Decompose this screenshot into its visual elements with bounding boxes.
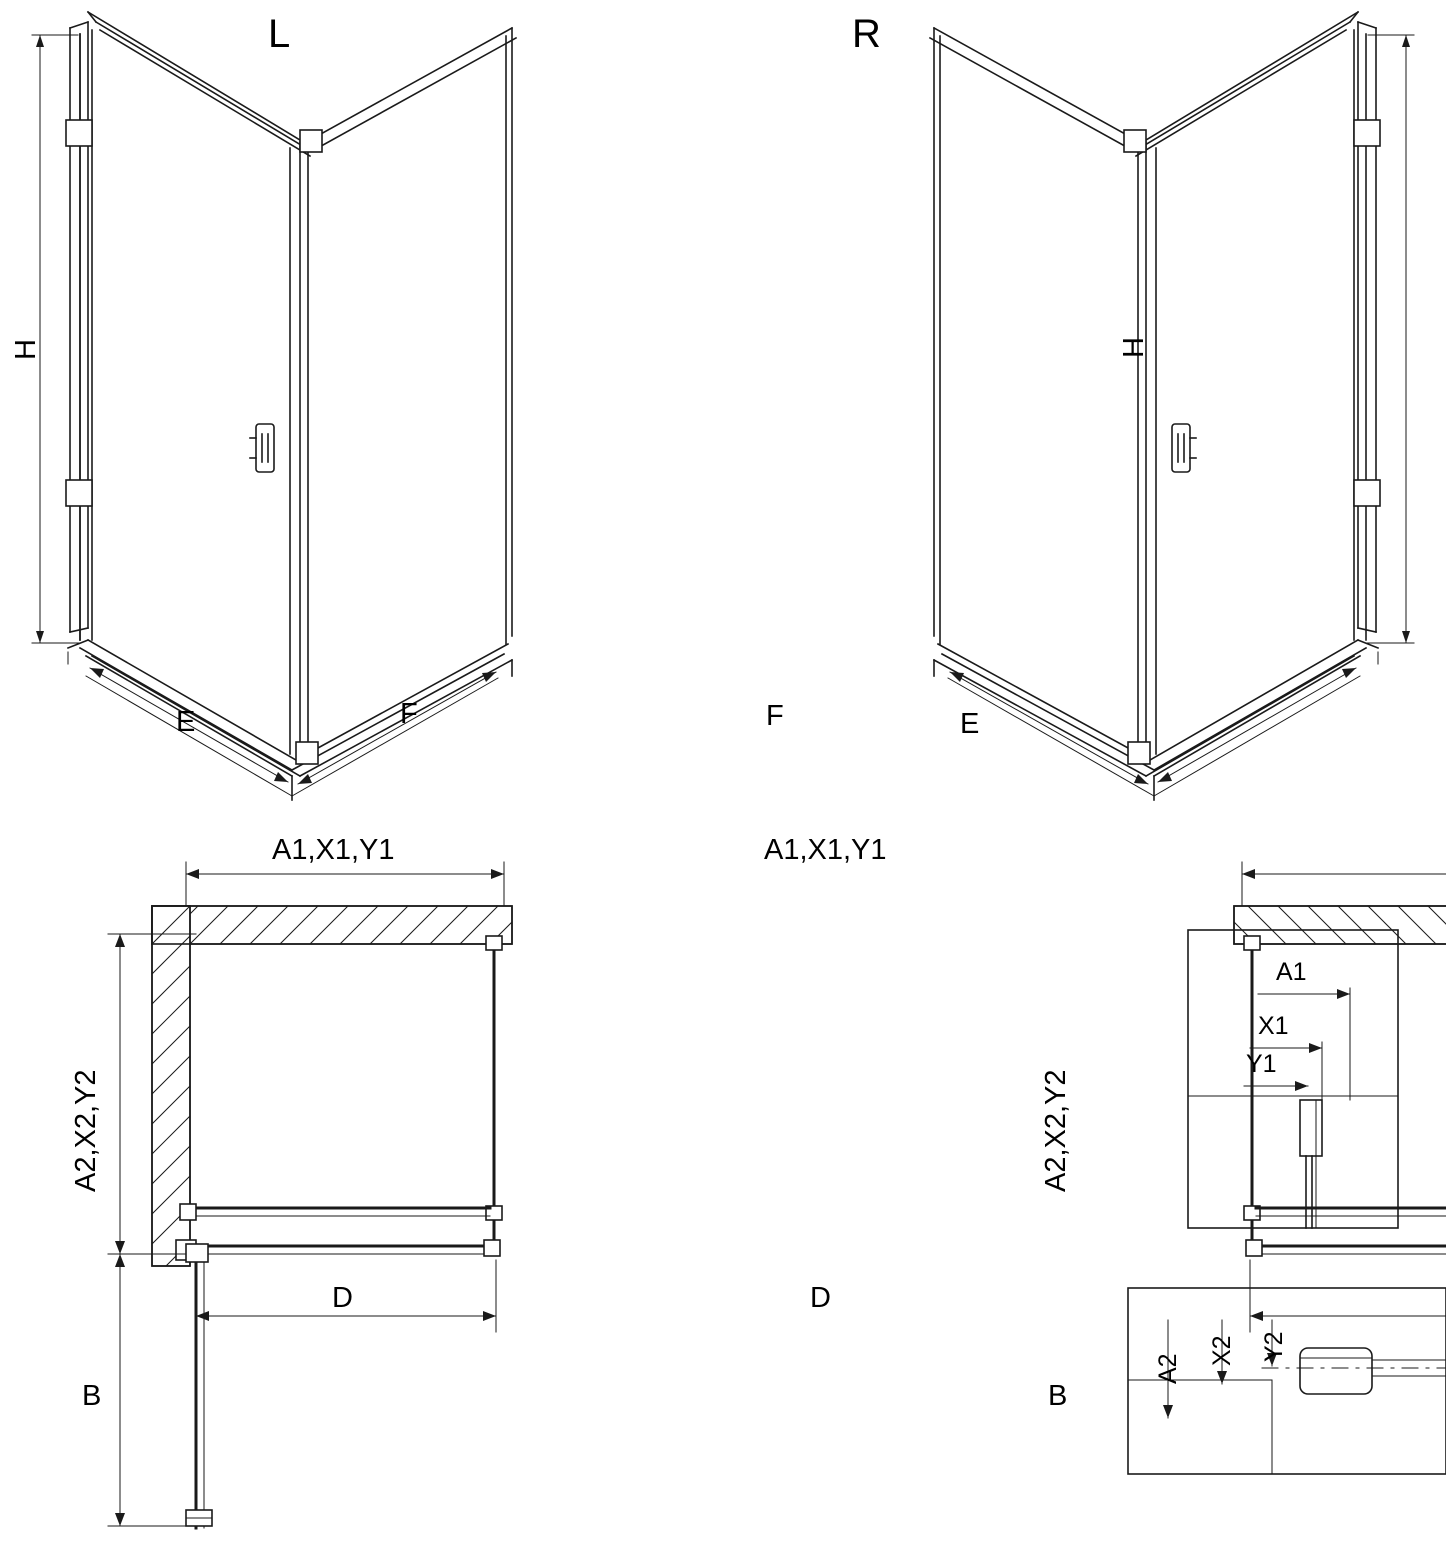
detail-top-label-y1: Y1 (1246, 1050, 1277, 1078)
iso-left-side-width-label: F (400, 698, 418, 730)
detail-bottom-label-a2: A2 (1154, 1353, 1182, 1384)
plan-left-swing-label: B (82, 1380, 102, 1412)
iso-left-front-width-label: E (176, 706, 196, 738)
detail-top-label-a1: A1 (1276, 958, 1307, 986)
view-title-right: R (852, 12, 881, 56)
plan-right-door-opening-label: D (810, 1282, 831, 1314)
iso-right-geometry (930, 12, 1414, 800)
plan-left-side-dimension-label: A2,X2,Y2 (70, 1069, 102, 1192)
view-title-left: L (268, 12, 291, 56)
iso-right-side-width-label: F (766, 700, 784, 732)
plan-right-swing-label: B (1048, 1380, 1068, 1412)
iso-left-height-label: H (10, 339, 42, 360)
plan-left-door-opening-label: D (332, 1282, 353, 1314)
plan-right-geometry (1234, 862, 1446, 1528)
plan-right-side-dimension-label: A2,X2,Y2 (1040, 1069, 1072, 1192)
iso-right-height-label: H (1118, 337, 1150, 358)
plan-left-geometry (108, 862, 512, 1528)
plan-left-top-dimension-label: A1,X1,Y1 (272, 834, 395, 866)
plan-right-top-dimension-label: A1,X1,Y1 (764, 834, 887, 866)
detail-bottom-label-y2: Y2 (1260, 1331, 1288, 1362)
detail-bottom-label-x2: X2 (1208, 1335, 1236, 1366)
iso-right-front-width-label: E (960, 708, 980, 740)
iso-left-geometry (32, 12, 516, 800)
detail-top-label-x1: X1 (1258, 1012, 1289, 1040)
